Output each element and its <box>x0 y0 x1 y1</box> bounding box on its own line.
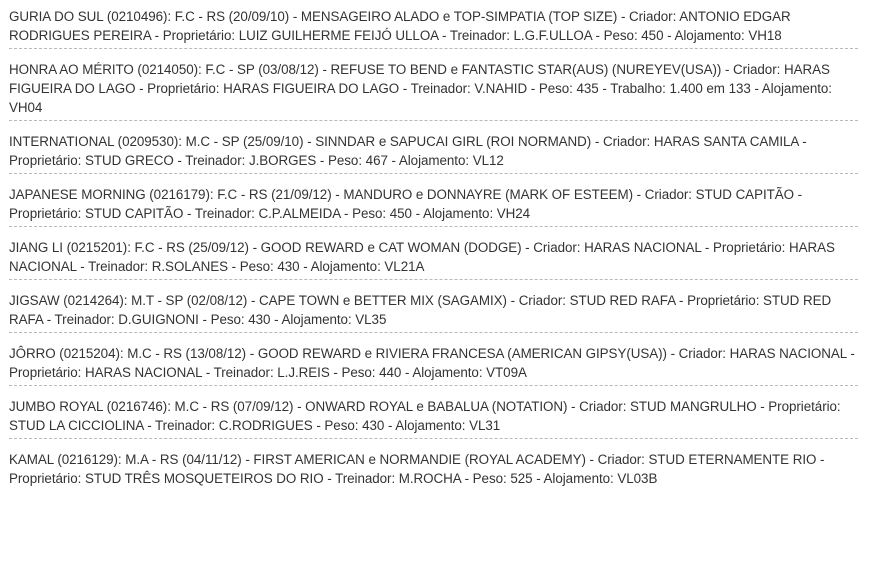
list-item: JIANG LI (0215201): F.C - RS (25/09/12) - GOOD REWARD e CAT WOMAN (DODGE) - Criador: HARAS NACIONAL - Proprietário: HARAS NACIONAL - Treinador: R.SOLANES - Peso: 430 - Alojamento: VL21A <box>9 235 858 280</box>
list-item: JÔRRO (0215204): M.C - RS (13/08/12) - GOOD REWARD e RIVIERA FRANCESA (AMERICAN GIPSY(USA)) - Criador: HARAS NACIONAL - Proprietário: HARAS NACIONAL - Treinador: L.J.REIS - Peso: 440 - Alojamento: VT09A <box>9 341 858 386</box>
list-item: JUMBO ROYAL (0216746): M.C - RS (07/09/12) - ONWARD ROYAL e BABALUA (NOTATION) - Criador: STUD MANGRULHO - Proprietário: STUD LA CICCIOLINA - Treinador: C.RODRIGUES - Peso: 430 - Alojamento: VL31 <box>9 394 858 439</box>
list-item: JAPANESE MORNING (0216179): F.C - RS (21/09/12) - MANDURO e DONNAYRE (MARK OF ESTEEM) - Criador: STUD CAPITÃO - Proprietário: STUD CAPITÃO - Treinador: C.P.ALMEIDA - Peso: 450 - Alojamento: VH24 <box>9 182 858 227</box>
list-item: INTERNATIONAL (0209530): M.C - SP (25/09/10) - SINNDAR e SAPUCAI GIRL (ROI NORMAND) - Criador: HARAS SANTA CAMILA - Proprietário: STUD GRECO - Treinador: J.BORGES - Peso: 467 - Alojamento: VL12 <box>9 129 858 174</box>
list-item: KAMAL (0216129): M.A - RS (04/11/12) - FIRST AMERICAN e NORMANDIE (ROYAL ACADEMY) - Criador: STUD ETERNAMENTE RIO - Proprietário: STUD TRÊS MOSQUETEIROS DO RIO - Treinador: M.ROCHA - Peso: 525 - Alojamento: VL03B <box>9 452 825 486</box>
list-item: HONRA AO MÉRITO (0214050): F.C - SP (03/08/12) - REFUSE TO BEND e FANTASTIC STAR(AUS) (NUREYEV(USA)) - Criador: HARAS FIGUEIRA DO LAGO - Proprietário: HARAS FIGUEIRA DO LAGO - Treinador: V.NAHID - Peso: 435 - Trabalho: 1.400 em 133 - Alojamento: VH04 <box>9 57 858 121</box>
list-item: GURIA DO SUL (0210496): F.C - RS (20/09/10) - MENSAGEIRO ALADO e TOP-SIMPATIA (TOP SIZE) - Criador: ANTONIO EDGAR RODRIGUES PEREIRA - Proprietário: LUIZ GUILHERME FEIJÓ ULLOA - Treinador: L.G.F.ULLOA - Peso: 450 - Alojamento: VH18 <box>9 4 858 49</box>
list-item: JIGSAW (0214264): M.T - SP (02/08/12) - CAPE TOWN e BETTER MIX (SAGAMIX) - Criador: STUD RED RAFA - Proprietário: STUD RED RAFA - Treinador: D.GUIGNONI - Peso: 430 - Alojamento: VL35 <box>9 288 858 333</box>
